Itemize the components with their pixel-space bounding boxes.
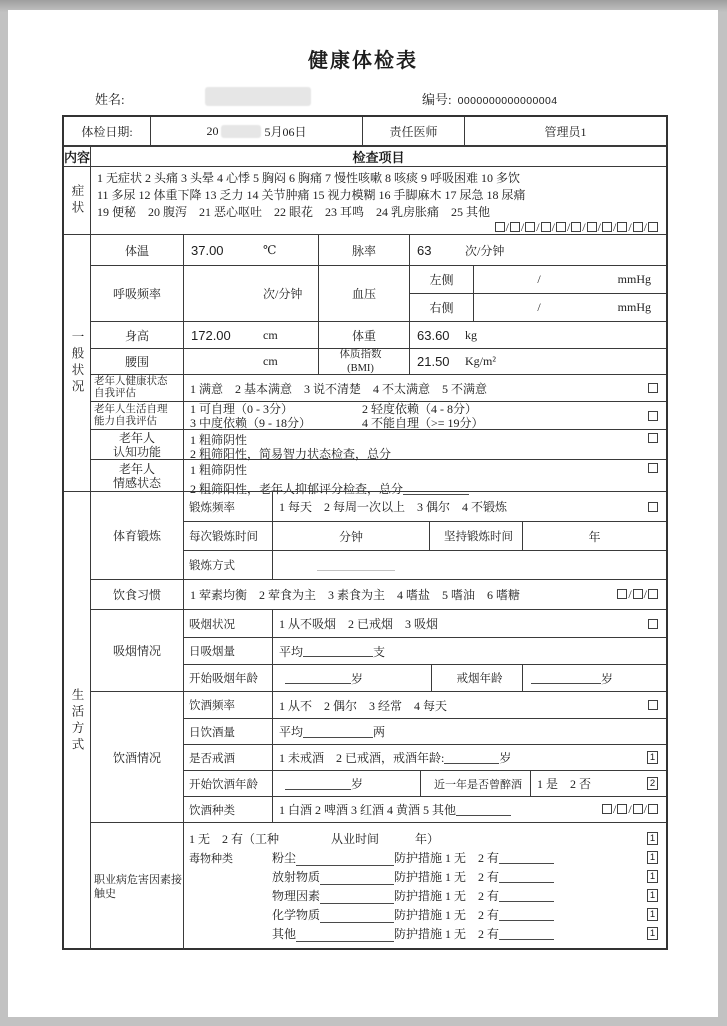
drinking-kind-code-boxes: / / / [602, 802, 658, 817]
drunk-code-box: 2 [647, 777, 658, 790]
drinking-daily-prefix: 平均 [279, 725, 304, 739]
smoking-start-age-unit: 岁 [351, 671, 364, 686]
symptoms-section-label: 症状 [70, 184, 84, 217]
symptoms-code-boxes: / / / / / / / / / / [97, 221, 658, 234]
bp-left-unit: mmHg [617, 272, 651, 286]
row-smoking-status [184, 610, 666, 637]
form-page [8, 10, 718, 1017]
cognition-opt1: 1 粗筛阴性 [190, 433, 248, 447]
exam-date-row [64, 117, 666, 145]
exercise-persist-label: 坚持锻炼时间 [429, 522, 522, 550]
general-section-label: 一般状况 [70, 330, 84, 396]
hazard-name: 物理因素 [272, 889, 321, 903]
self-care-label: 老年人生活自理能力自我评估 [94, 403, 168, 427]
self-care-checkbox [648, 411, 658, 421]
exam-date-suffix: 5月06日 [264, 124, 307, 139]
name-redaction [205, 87, 311, 106]
doctor-name: 管理员1 [464, 117, 666, 145]
toxin-kind-label: 毒物种类 [189, 852, 233, 865]
hazard-name: 其他 [272, 927, 297, 941]
exercise-time-unit: 分钟 [272, 522, 429, 550]
waist-label: 腰围 [124, 355, 149, 369]
drinking-quit-age-blank [444, 752, 499, 764]
drinking-group [91, 691, 666, 822]
waist-unit: cm [263, 354, 278, 368]
row-exercise-mode [184, 550, 666, 579]
drinking-quit-code-box: 1 [647, 751, 658, 764]
bp-cell [409, 266, 666, 321]
row-drinking-quit [184, 744, 666, 770]
hazard-name: 化学物质 [272, 908, 321, 922]
row-height-weight [91, 321, 666, 348]
row-waist-bmi [91, 348, 666, 374]
drinking-quit-options: 1 未戒酒 2 已戒酒，戒酒年龄: [279, 751, 445, 765]
exam-form-table [62, 115, 668, 950]
row-drinking-start-age [184, 770, 666, 796]
row-temperature-pulse [91, 235, 666, 265]
doctor-label: 责任医师 [362, 117, 464, 145]
height-cell [183, 322, 318, 348]
lifestyle-section-label: 生活方式 [70, 688, 84, 754]
smoking-daily-blank [303, 645, 373, 657]
smoking-status-label: 吸烟状况 [189, 618, 235, 631]
pulse-value: 63 [417, 242, 432, 258]
hazard-row-radiation [189, 867, 658, 886]
identity-row [62, 86, 668, 110]
row-respiration-bp [91, 265, 666, 321]
row-drinking-kind [184, 796, 666, 822]
exercise-time-label: 每次锻炼时间 [189, 531, 258, 543]
drinking-daily-unit: 两 [373, 725, 386, 739]
row-diet [184, 580, 666, 609]
form-title: 健康体检表 [308, 50, 418, 72]
emotion-checkbox [648, 463, 658, 473]
pulse-label: 脉率 [318, 235, 409, 265]
bmi-cell [409, 349, 666, 374]
row-emotion [91, 459, 666, 496]
smoking-quit-age-unit: 岁 [601, 671, 614, 686]
temperature-cell [183, 235, 318, 265]
bmi-unit: Kg/m² [465, 354, 496, 368]
hazard-code-box: 1 [647, 870, 658, 883]
bp-label: 血压 [318, 266, 409, 321]
drunk-options: 1 是 2 否 [537, 777, 592, 791]
drinking-start-age-label: 开始饮酒年龄 [189, 778, 258, 791]
bp-right-label: 右侧 [429, 301, 454, 315]
self-care-options [190, 402, 640, 430]
smoking-start-age-label: 开始吸烟年龄 [189, 673, 258, 685]
diet-label: 饮食习惯 [112, 588, 161, 602]
symptoms-line-2: 11 多尿 12 体重下降 13 乏力 14 关节肿痛 15 视力模糊 16 手脚麻木 17 尿急 18 尿痛 [97, 188, 526, 202]
smoking-daily-prefix: 平均 [279, 644, 304, 659]
drinking-frequency-label: 饮酒频率 [189, 700, 235, 712]
hazard-code-box: 1 [647, 927, 658, 940]
height-label: 身高 [124, 328, 149, 343]
waist-cell [183, 349, 318, 374]
drinking-kind-blank [456, 804, 511, 816]
code-group [422, 89, 557, 108]
hazard-row-dust [189, 848, 658, 867]
drinking-kind-options: 1 白酒 2 啤酒 3 红酒 4 黄酒 5 其他 [279, 803, 457, 817]
cognition-checkbox [648, 433, 658, 443]
cognition-options [190, 433, 640, 461]
exam-date-prefix: 20 [206, 123, 219, 138]
drinking-start-age-unit: 岁 [351, 777, 364, 791]
hazard-code-box: 1 [647, 851, 658, 864]
occupational-label: 职业病危害因素接触史 [94, 873, 182, 900]
temperature-value: 37.00 [191, 242, 224, 258]
emotion-opt2: 2 粗筛阳性，老年人抑郁评分检查，总分 [190, 482, 404, 496]
diet-group [91, 579, 666, 609]
row-cognition [91, 429, 666, 459]
symptoms-line-3: 19 便秘 20 腹泻 21 恶心呕吐 22 眼花 23 耳鸣 24 乳房胀痛 25 其他 [97, 205, 491, 219]
bp-left-slash: / [537, 272, 541, 286]
temperature-label: 体温 [124, 243, 149, 258]
weight-cell [409, 322, 666, 348]
drinking-frequency-checkbox [648, 700, 658, 710]
hazard-protection: 防护措施 1 无 2 有 [394, 927, 500, 941]
row-exercise-time [184, 521, 666, 550]
exercise-mode-label: 锻炼方式 [189, 560, 235, 572]
weight-value: 63.60 [417, 327, 450, 343]
exercise-frequency-checkbox [648, 502, 658, 512]
occupational-headline: 1 无 2 有（工种 从业时间 年） 1 [189, 829, 658, 848]
general-section [64, 234, 666, 496]
smoking-start-age-blank [285, 672, 351, 684]
drinking-quit-unit: 岁 [499, 751, 512, 765]
emotion-label: 老年人 情感状态 [112, 461, 161, 490]
exam-date-value [150, 117, 362, 145]
cognition-label: 老年人 认知功能 [112, 430, 161, 459]
date-redaction [221, 125, 261, 138]
exercise-persist-unit: 年 [522, 522, 666, 550]
occupational-headline-code-box: 1 [647, 832, 658, 845]
drinking-label: 饮酒情况 [112, 750, 161, 765]
exercise-group [91, 492, 666, 579]
bp-left-row [410, 266, 666, 293]
occupational-content [184, 823, 666, 950]
content-header-row [64, 145, 666, 166]
row-smoking-daily [184, 637, 666, 664]
drinking-daily-blank [303, 726, 373, 738]
code-value: 0000000000000004 [457, 95, 558, 107]
hazard-protection: 防护措施 1 无 2 有 [394, 889, 500, 903]
hazard-row-physical [189, 886, 658, 905]
hazard-protection: 防护措施 1 无 2 有 [394, 908, 500, 922]
self-care-opt2: 2 轻度依赖（4 - 8分） [362, 401, 477, 416]
row-drinking-daily [184, 718, 666, 744]
cognition-opt2: 2 粗筛阳性，简易智力状态检查，总分 [190, 447, 392, 461]
row-self-care [91, 401, 666, 429]
bmi-value: 21.50 [417, 354, 450, 369]
exercise-mode-blank [317, 559, 395, 571]
lifestyle-section [64, 491, 666, 950]
row-smoking-ages [184, 664, 666, 691]
bmi-label: 体质指数 (BMI) [318, 349, 409, 374]
drinking-start-age-blank [285, 778, 351, 790]
hazard-protection: 防护措施 1 无 2 有 [394, 870, 500, 884]
smoking-label: 吸烟情况 [112, 644, 161, 658]
exercise-frequency-options: 1 每天 2 每周一次以上 3 偶尔 4 不锻炼 [279, 500, 508, 514]
drinking-frequency-options: 1 从不 2 偶尔 3 经常 4 每天 [279, 698, 448, 713]
diet-options: 1 荤素均衡 2 荤食为主 3 素食为主 4 嗜盐 5 嗜油 6 嗜糖 [190, 588, 521, 602]
self-care-opt1: 1 可自理（0 - 3分） [190, 401, 293, 416]
smoking-daily-label: 日吸烟量 [189, 646, 235, 658]
health-self-assess-options: 1 满意 2 基本满意 3 说不清楚 4 不太满意 5 不满意 [190, 381, 488, 396]
emotion-opt1: 1 粗筛阴性 [190, 463, 248, 477]
drinking-daily-label: 日饮酒量 [189, 726, 235, 739]
hazard-row-other [189, 924, 658, 943]
content-label: 内容 [64, 150, 91, 165]
smoking-group [91, 609, 666, 691]
hazard-code-box: 1 [647, 908, 658, 921]
self-care-opt3: 3 中度依赖（9 - 18分） [190, 415, 311, 430]
respiration-label: 呼吸频率 [112, 287, 161, 301]
smoking-quit-age-label: 戒烟年龄 [431, 665, 522, 691]
weight-unit: kg [465, 327, 477, 342]
drinking-quit-label: 是否戒酒 [189, 752, 235, 765]
health-self-assess-label: 老年人健康状态自我评估 [94, 376, 168, 399]
height-value: 172.00 [191, 327, 231, 343]
symptoms-line-1: 1 无症状 2 头痛 3 头晕 4 心悸 5 胸闷 6 胸痛 7 慢性咳嗽 8 咳痰 9 呼吸困难 10 多饮 [97, 171, 521, 185]
hazard-protection: 防护措施 1 无 2 有 [394, 851, 500, 865]
smoking-status-options: 1 从不吸烟 2 已戒烟 3 吸烟 [279, 617, 439, 631]
smoking-quit-age-blank [531, 672, 601, 684]
hazard-row-chemical [189, 905, 658, 924]
code-label: 编号: [422, 92, 452, 107]
row-health-self-assess [91, 374, 666, 401]
health-self-assess-checkbox [648, 383, 658, 393]
occupational-group [91, 822, 666, 950]
row-exercise-frequency [184, 492, 666, 521]
smoking-daily-unit: 支 [373, 644, 386, 659]
respiration-unit: 次/分钟 [263, 287, 303, 301]
smoking-status-checkbox [648, 619, 658, 629]
bp-right-row [410, 293, 666, 321]
name-label: 姓名: [95, 92, 125, 107]
check-items-label: 检查项目 [90, 147, 666, 166]
pulse-unit: 次/分钟 [465, 243, 505, 258]
bp-right-slash: / [537, 300, 541, 314]
hazard-name: 粉尘 [272, 851, 297, 865]
drinking-kind-label: 饮酒种类 [189, 804, 235, 817]
row-drinking-frequency [184, 692, 666, 718]
pulse-cell [409, 235, 666, 265]
exercise-label: 体育锻炼 [112, 529, 161, 543]
drunk-label: 近一年是否曾醉酒 [420, 771, 530, 796]
self-care-opt4: 4 不能自理（>= 19分） [362, 415, 484, 430]
height-unit: cm [263, 327, 278, 342]
hazard-name: 放射物质 [272, 870, 321, 884]
symptoms-content [91, 167, 666, 237]
exercise-frequency-label: 锻炼频率 [189, 501, 235, 514]
temperature-unit: ℃ [263, 242, 277, 257]
bp-right-unit: mmHg [617, 300, 651, 314]
respiration-cell [183, 266, 318, 321]
symptoms-section [64, 166, 666, 234]
exam-date-label: 体检日期: [81, 124, 133, 139]
diet-code-boxes: / / [617, 587, 658, 602]
weight-label: 体重 [318, 322, 409, 348]
bp-left-label: 左侧 [429, 273, 454, 287]
hazard-code-box: 1 [647, 889, 658, 902]
